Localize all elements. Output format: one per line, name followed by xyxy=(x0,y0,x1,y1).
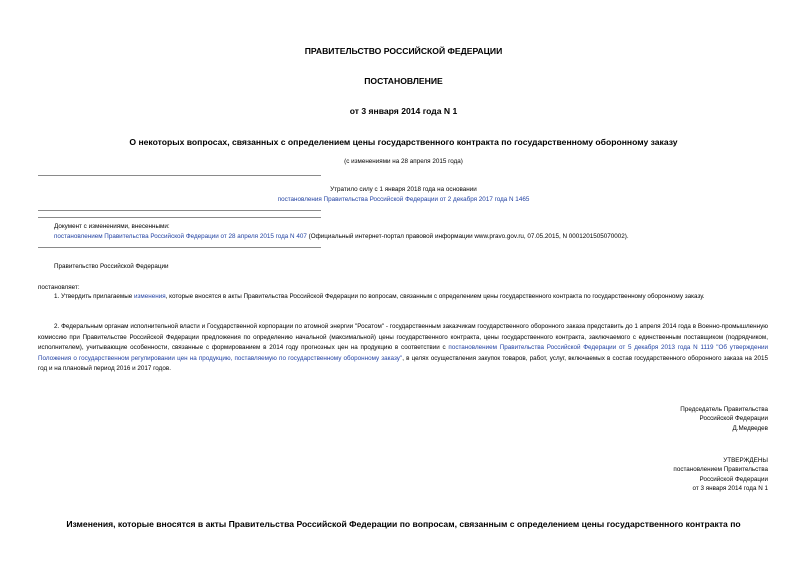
signature-name: Д.Медведев xyxy=(732,424,768,432)
document-type: ПОСТАНОВЛЕНИЕ xyxy=(364,76,443,86)
expiry-link[interactable]: постановления Правительства Российской Федерации от 2 декабря 2017 года N 1465 xyxy=(277,196,530,203)
signature-position: Председатель Правительства xyxy=(680,406,768,413)
divider xyxy=(38,247,321,248)
changes-source: (Официальный интернет-портал правовой информации www.pravo.gov.ru, 07.05.2015, N 0001201505070002). xyxy=(306,233,629,240)
divider xyxy=(38,217,321,218)
changes-line xyxy=(54,232,774,241)
signature-body: Российской Федерации xyxy=(699,415,768,423)
paragraph-2: 2. Федеральным органам исполнительной власти и Государственной корпорации по атомной энергии "Росатом" - государственным заказчикам государственного оборонного заказа представить до 1 апреля 2014 года в Военно-промышленную комиссию при Правительстве Российской Федерации предложения по определению начальной (максимальной) цены государственного контракта, цены государственного контракта, заключаемого с единственным поставщиком (подрядчиком, исполнителем), учитывающие особенности, связанные с формированием в 2014 году прогнозных цен на продукцию в соответствии с постановлением Правительства Российской Федерации от 5 декабря 2013 года N 1119 "Об утверждении Положения о государственном регулировании цен на продукцию, поставляемую по государственному оборонному заказу", в целях осуществления закупок товаров, работ, услуг, включаемых в состав государственного оборонного заказа на 2015 год и на плановый период 2016 и 2017 годов. xyxy=(38,323,768,373)
document-title: О некоторых вопросах, связанных с определением цены государственного контракта по государственному оборонному заказу xyxy=(129,137,678,147)
paragraph-1: 1. Утвердить прилагаемые изменения, которые вносятся в акты Правительства Российской Федерации по вопросам, связанным с определением цены государственного контракта по государственному оборонному заказу. xyxy=(54,293,705,300)
paragraph-1-link[interactable]: изменения xyxy=(134,293,166,300)
approval-block xyxy=(673,456,768,494)
signature-block xyxy=(680,405,768,433)
annex-title: Изменения, которые вносятся в акты Правительства Российской Федерации по вопросам, связанным с определением цены государственного контракта по xyxy=(66,519,741,529)
changes-label: Документ с изменениями, внесенными: xyxy=(54,223,170,230)
changes-link[interactable]: постановлением Правительства Российской Федерации от 28 апреля 2015 года N 407 xyxy=(54,233,307,240)
divider xyxy=(38,210,321,211)
government-ref: Правительство Российской Федерации xyxy=(54,263,169,270)
approval-label: УТВЕРЖДЕНЫ xyxy=(723,457,768,464)
amendments-note: (с изменениями на 28 апреля 2015 года) xyxy=(344,158,463,165)
government-heading: ПРАВИТЕЛЬСТВО РОССИЙСКОЙ ФЕДЕРАЦИИ xyxy=(304,46,503,56)
paragraph-2-link[interactable]: постановлением Правительства Российской Федерации от 5 декабря 2013 года N 1119 "Об утверждении Положения о государственном регулировании цен на продукцию, поставляемую по государственному оборонному заказу" xyxy=(38,344,768,362)
approval-line-2: постановлением Правительства xyxy=(673,466,768,474)
divider xyxy=(38,175,321,176)
decrees-label: постановляет: xyxy=(38,284,80,291)
approval-line-3: Российской Федерации xyxy=(699,475,768,483)
expiry-note: Утратило силу с 1 января 2018 года на основании xyxy=(330,186,477,193)
document-date-number: от 3 января 2014 года N 1 xyxy=(349,106,458,116)
approval-line-4: от 3 января 2014 года N 1 xyxy=(692,485,768,493)
